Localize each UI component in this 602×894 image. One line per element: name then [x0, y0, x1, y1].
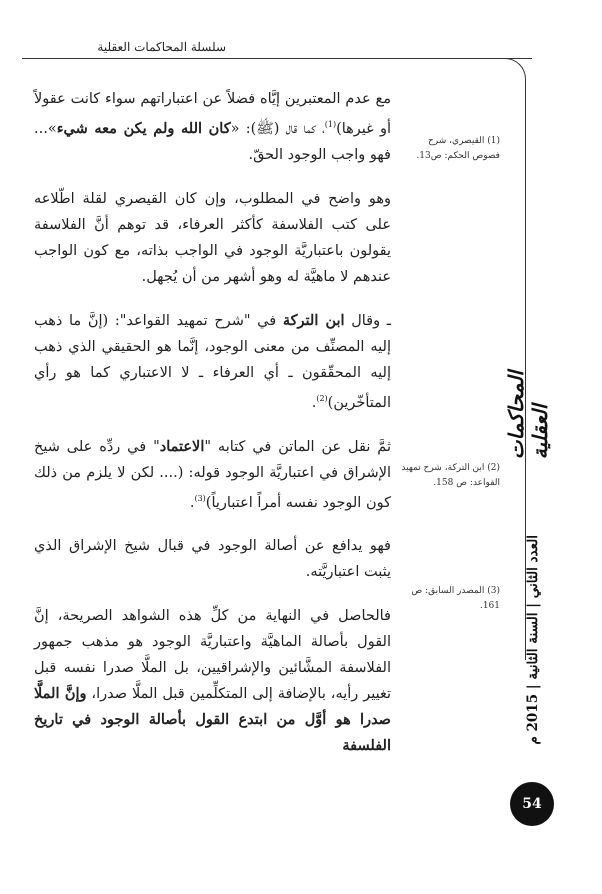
footnote-1: (1) القيصري، شرح فصوص الحكم: ص13.	[416, 136, 500, 161]
paragraph-5: فهو يدافع عن أصالة الوجود في قبال شيخ الإشراق الذي يثبت اعتباريَّته.	[34, 538, 391, 581]
footnote-ref-1: (1)	[324, 120, 337, 129]
issue-info: العدد الثاني | السنة الثانية | 2015 م	[525, 535, 541, 745]
header-rule	[22, 58, 532, 59]
paragraph-1: مع عدم المعتبرين إيَّاه فضلاً عن اعتباراتهم سواء كانت عقولاً أو غيرها)$^{(1)}$، كما قال (ﷺ): «كان الله ولم يكن معه شيء»... فهو واجب الوجود الحقّ.	[34, 91, 391, 163]
page-frame-corner	[505, 58, 526, 149]
page-number: 54	[510, 782, 554, 826]
journal-logo: المحاكمات العقلية	[504, 370, 552, 460]
paragraph-3: ـ وقال ابن التركة في "شرح تمهيد القواعد": (إنَّ ما ذهب إليه المصنِّف من معنى الوجود، إنَّما هو الحقيقي الذي ذهب إليه المحقّقون ـ أي العرفاء ـ لا الاعتباري كما هو رأي المتأخّرين)$^{(2)}$.	[34, 311, 392, 411]
footnote-3: (3) المصدر السابق: ص 161.	[411, 586, 500, 611]
footnote-ref-2: (2)	[316, 393, 328, 403]
main-text	[34, 86, 391, 777]
paragraph-6: فالحاصل في النهاية من كلِّ هذه الشواهد الصريحة، إنَّ القول بأصالة الماهيَّة واعتباريَّة الوجود هو مذهب جمهور الفلاسفة المشَّائين والإشراقيين، بل الملَّا صدرا نفسه قبل تغيير رأيه، بالإضافة إلى المتكلِّمين قبل الملَّا صدرا، وإنَّ الملَّا صدرا هو أوَّل من ابتدع القول بأصالة الوجود في تاريخ الفلسفة	[34, 608, 391, 755]
running-header: سلسلة المحاكمات العقلية	[97, 40, 226, 54]
footnote-ref-3: (3)	[194, 493, 206, 503]
footnote-2: (2) ابن التركة، شرح تمهيد القواعد: ص 158.	[401, 463, 500, 488]
paragraph-4: ثمَّ نقل عن الماتن في كتابه "الاعتماد" في ردِّه على شيخ الإشراق في اعتباريَّة الوجود قوله: (.... لكن لا يلزم من ذلك كون الوجود نفسه أمراً اعتبارياً)$^{(3)}$.	[34, 437, 391, 511]
paragraph-2: وهو واضح في المطلوب، وإن كان القيصري لقلة اطّلاعه على كتب الفلاسفة كأكثر العرفاء، قد توهم أنَّ الفلاسفة يقولون باعتباريَّة الوجود في الواجب بذاته، مع كون الواجب عندهم لا ماهيَّة له وهو أشهر من أن يُجهل.	[34, 190, 391, 285]
